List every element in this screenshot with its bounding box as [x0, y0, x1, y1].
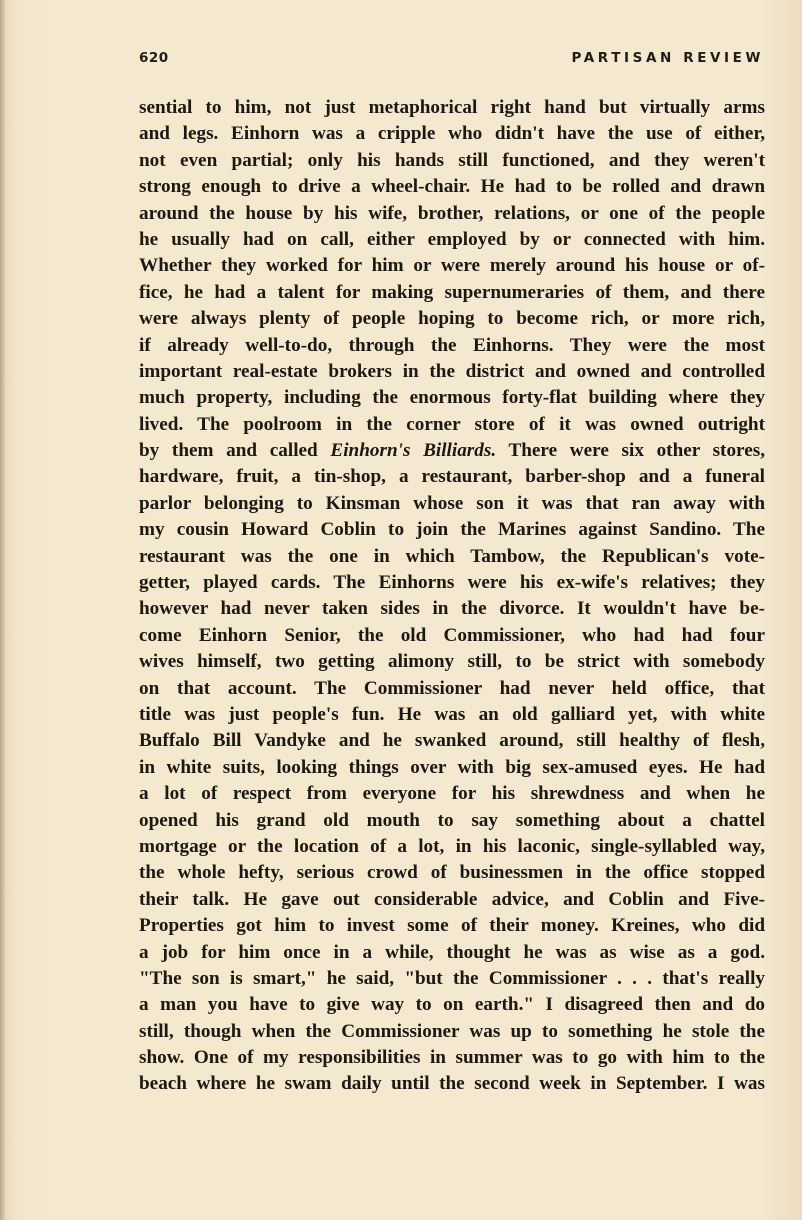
text-line: title was just people's fun. He was an old galliard yet, with white	[139, 703, 765, 725]
text-line: much property, including the enormous forty-flat building where they	[139, 387, 765, 409]
text-line: restaurant was the one in which Tambow, the Republican's vote-	[139, 545, 765, 567]
text-line: on that account. The Commissioner had never held office, that	[139, 677, 765, 699]
text-line: he usually had on call, either employed by or connected with him.	[139, 228, 765, 250]
italic-title: Einhorn's Billiards.	[330, 440, 497, 462]
text-line: the whole hefty, serious crowd of businessmen in the office stopped	[139, 862, 765, 884]
text-line: and legs. Einhorn was a cripple who didn't have the use of either,	[139, 123, 765, 145]
text-line: if already well-to-do, through the Einhorns. They were the most	[139, 334, 765, 356]
text-line: come Einhorn Senior, the old Commissioner, who had had four	[139, 624, 765, 646]
text-line: beach where he swam daily until the second week in September. I was	[139, 1073, 765, 1095]
text-line: fice, he had a talent for making supernumeraries of them, and there	[139, 281, 765, 303]
text-line: Whether they worked for him or were merely around his house or of-	[139, 255, 765, 277]
text-line: "The son is smart," he said, "but the Commissioner . . . that's really	[139, 967, 765, 989]
page-gutter-shadow	[0, 0, 6, 1220]
text-line: in white suits, looking things over with big sex-amused eyes. He had	[139, 756, 765, 778]
body-text	[139, 95, 765, 1098]
text-fragment: There were six other stores,	[496, 440, 765, 462]
text-line: hardware, fruit, a tin-shop, a restaurant, barber-shop and a funeral	[139, 466, 765, 488]
text-line: a man you have to give way to on earth." I disagreed then and do	[139, 994, 765, 1016]
text-line: wives himself, two getting alimony still, to be strict with somebody	[139, 651, 765, 673]
text-fragment: by them and called	[139, 440, 331, 462]
text-line: a lot of respect from everyone for his shrewdness and when he	[139, 783, 765, 805]
text-line: a job for him once in a while, thought he was as wise as a god.	[139, 941, 765, 963]
text-line-with-italic	[139, 438, 765, 464]
text-line: around the house by his wife, brother, relations, or one of the people	[139, 202, 765, 224]
page-number: 620	[139, 50, 169, 66]
text-line: parlor belonging to Kinsman whose son it was that ran away with	[139, 492, 765, 514]
text-line: mortgage or the location of a lot, in his laconic, single-syllabled way,	[139, 835, 765, 857]
text-line: opened his grand old mouth to say something about a chattel	[139, 809, 765, 831]
text-line: strong enough to drive a wheel-chair. He had to be rolled and drawn	[139, 176, 765, 198]
text-line: important real-estate brokers in the district and owned and controlled	[139, 360, 765, 382]
text-line: lived. The poolroom in the corner store of it was owned outright	[139, 413, 765, 435]
text-line: my cousin Howard Coblin to join the Marines against Sandino. The	[139, 519, 765, 541]
text-line: getter, played cards. The Einhorns were his ex-wife's relatives; they	[139, 572, 765, 594]
text-line: sential to him, not just metaphorical right hand but virtually arms	[139, 97, 765, 118]
journal-title: PARTISAN REVIEW	[571, 50, 764, 66]
running-head	[139, 46, 764, 72]
text-line: Buffalo Bill Vandyke and he swanked around, still healthy of flesh,	[139, 730, 765, 752]
text-line: still, though when the Commissioner was up to something he stole the	[139, 1020, 765, 1042]
text-line: however had never taken sides in the divorce. It wouldn't have be-	[139, 598, 765, 620]
text-line: their talk. He gave out considerable advice, and Coblin and Five-	[139, 888, 765, 910]
text-line: Properties got him to invest some of their money. Kreines, who did	[139, 915, 765, 937]
text-line: not even partial; only his hands still functioned, and they weren't	[139, 149, 765, 171]
text-line: show. One of my responsibilities in summer was to go with him to the	[139, 1047, 765, 1069]
text-line: were always plenty of people hoping to become rich, or more rich,	[139, 308, 765, 330]
